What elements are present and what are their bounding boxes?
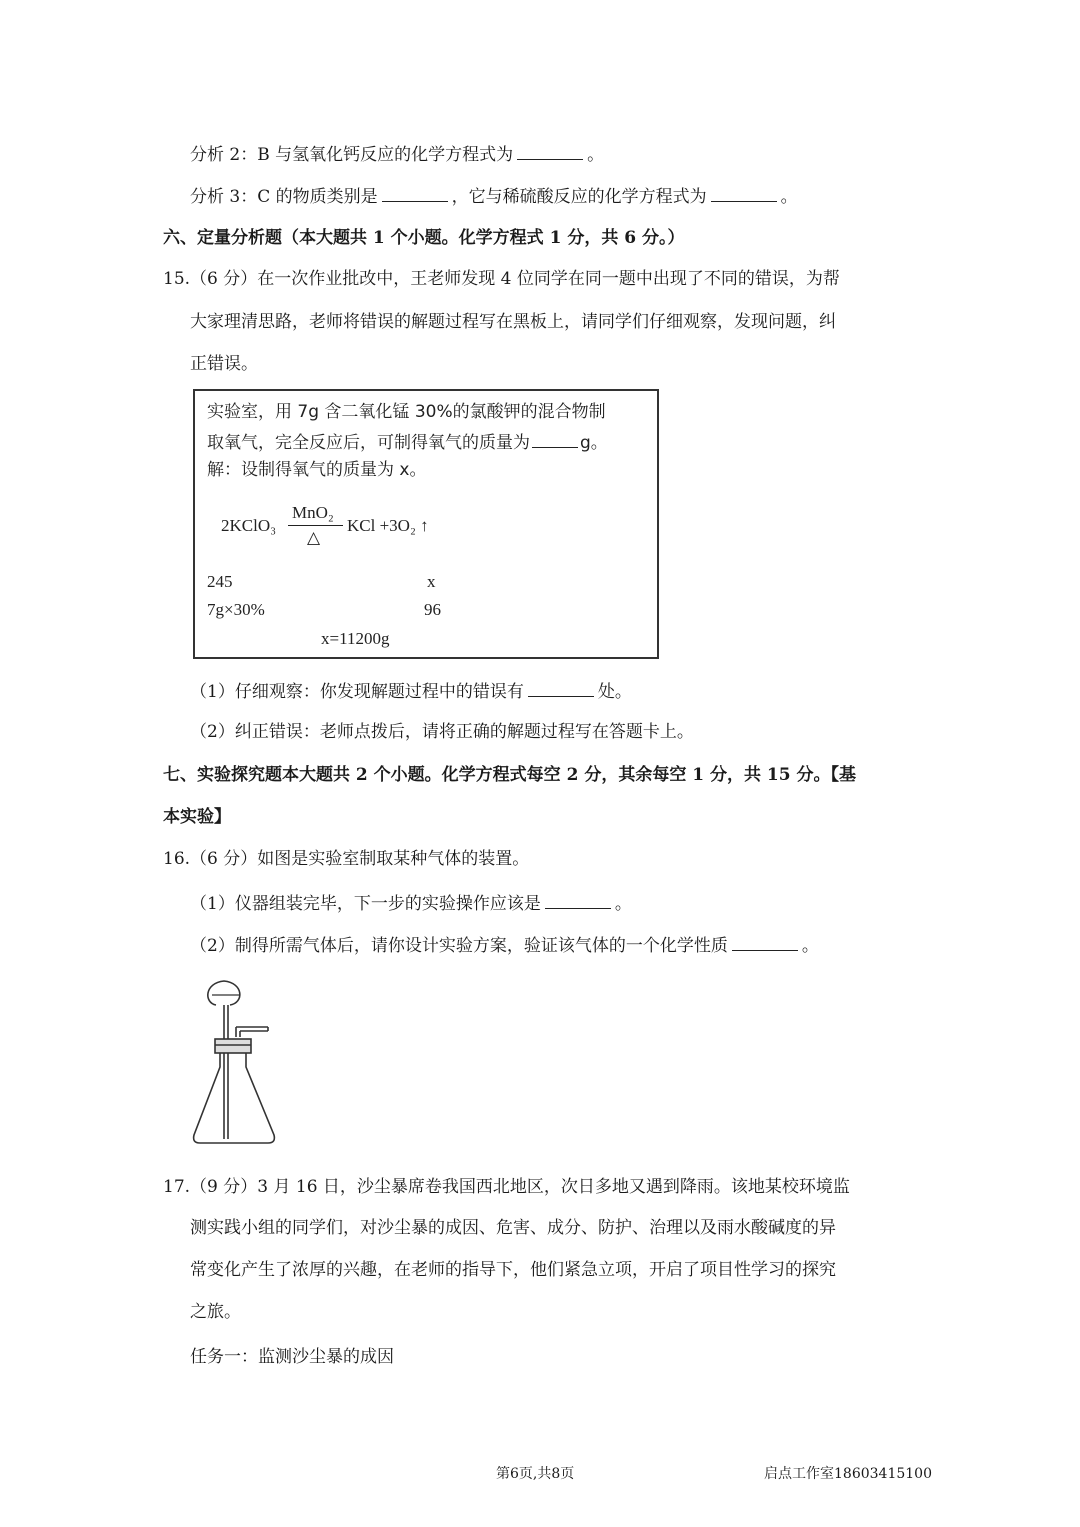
q15-line-2: 大家理清思路，老师将错误的解题过程写在黑板上，请同学们仔细观察，发现问题，纠 [190, 312, 836, 332]
analysis-3: 分析 3：C 的物质类别是 ，它与稀硫酸反应的化学方程式为 。 [190, 184, 798, 208]
answer-blank[interactable] [711, 184, 777, 202]
ratio-left-2: 7g×30% [207, 600, 265, 619]
q16-sub-1: （1）仪器组装完毕，下一步的实验操作应该是 。 [190, 891, 632, 915]
q17-line-2: 测实践小组的同学们，对沙尘暴的成因、危害、成分、防护、治理以及雨水酸碱度的异 [190, 1218, 836, 1238]
ratio-right-1: x [427, 572, 436, 591]
section-7-heading-2: 本实验】 [163, 807, 231, 827]
section-7-heading-1: 七、实验探究题本大题共 2 个小题。化学方程式每空 2 分，其余每空 1 分，共 15 分。【基 [163, 765, 856, 785]
board-problem-line-1: 实验室，用 7g 含二氧化锰 30%的氯酸钾的混合物制 [207, 402, 606, 422]
equation-reactant: 2KClO₃ [221, 516, 277, 535]
answer-blank[interactable] [517, 142, 583, 160]
q15-sub-2: （2）纠正错误：老师点拨后，请将正确的解题过程写在答题卡上。 [190, 722, 694, 742]
q16-stem: 16.（6 分）如图是实验室制取某种气体的装置。 [163, 849, 530, 869]
ratio-left-1: 245 [207, 572, 233, 591]
q17-task-1: 任务一：监测沙尘暴的成因 [190, 1347, 394, 1367]
q17-line-4: 之旅。 [190, 1302, 241, 1322]
q15-line-1: 15.（6 分）在一次作业批改中，王老师发现 4 位同学在同一题中出现了不同的错误，为帮 [163, 269, 840, 289]
board-blank [532, 430, 578, 448]
board-solution-line: 解：设制得氧气的质量为 x。 [207, 460, 427, 480]
q17-line-3: 常变化产生了浓厚的兴趣，在老师的指导下，他们紧急立项，开启了项目性学习的探究 [190, 1260, 836, 1280]
equation-bar [288, 525, 343, 526]
answer-blank[interactable] [528, 679, 594, 697]
q15-line-3: 正错误。 [190, 354, 258, 374]
answer-blank[interactable] [732, 933, 798, 951]
gas-apparatus-figure [180, 975, 280, 1155]
blackboard-solution [193, 389, 659, 659]
answer-blank[interactable] [382, 184, 448, 202]
section-6-heading: 六、定量分析题（本大题共 1 个小题。化学方程式 1 分，共 6 分。） [163, 228, 685, 248]
q15-sub-1: （1）仔细观察：你发现解题过程中的错误有 处。 [190, 679, 632, 703]
answer-blank[interactable] [545, 891, 611, 909]
page-number: 第6页,共8页 [496, 1466, 575, 1482]
gas-arrow-icon: ↑ [420, 516, 429, 535]
q17-line-1: 17.（9 分）3 月 16 日，沙尘暴席卷我国西北地区，次日多地又遇到降雨。该地某校环境监 [163, 1177, 850, 1197]
studio-contact: 启点工作室18603415100 [764, 1466, 932, 1482]
equation-heat-condition: △ [307, 528, 321, 547]
analysis-2: 分析 2：B 与氢氧化钙反应的化学方程式为 。 [190, 142, 604, 166]
board-problem-line-2: 取氧气，完全反应后，可制得氧气的质量为 g。 [207, 430, 608, 454]
ratio-right-2: 96 [424, 600, 441, 619]
board-result: x=11200g [321, 629, 390, 648]
equation-products: KCl +3O₂ ↑ [347, 516, 429, 535]
equation-catalyst: MnO₂ [292, 503, 334, 522]
q16-sub-2: （2）制得所需气体后，请你设计实验方案，验证该气体的一个化学性质 。 [190, 933, 819, 957]
